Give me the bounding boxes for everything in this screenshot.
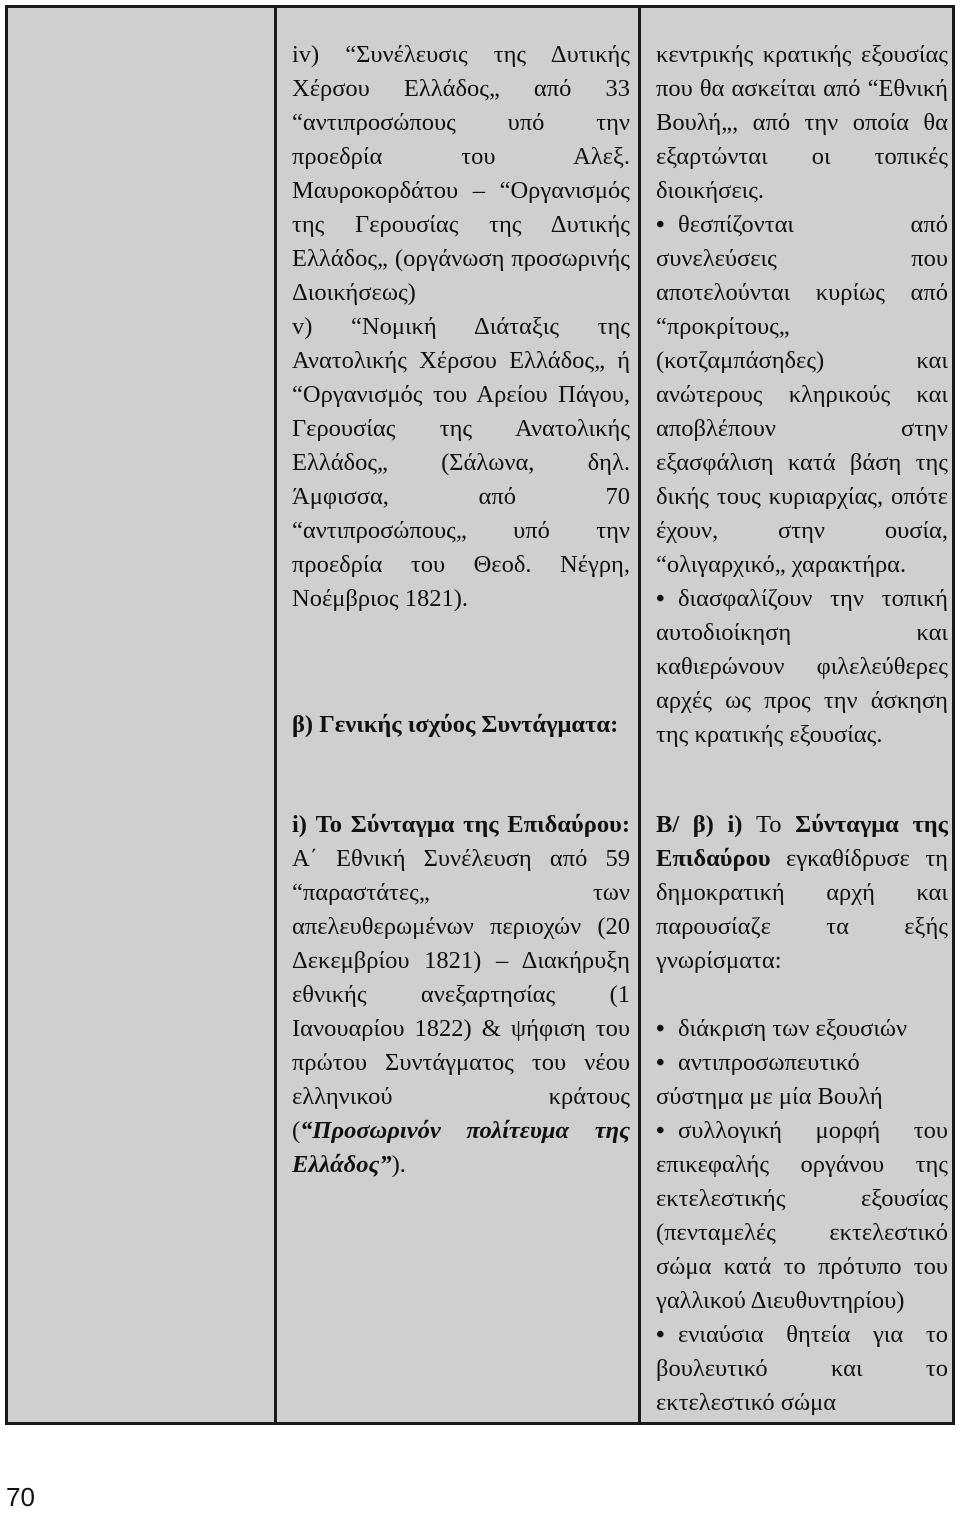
- bullet-icon: •: [656, 1015, 665, 1042]
- column-divider-right: [638, 8, 641, 1422]
- list-item-text: αντιπροσωπευτικό σύστημα με μία Βουλή: [656, 1049, 883, 1110]
- answer-label: Β/ β) i): [656, 811, 743, 838]
- intro-plain: Το: [742, 811, 796, 838]
- epidaurus-text: Α΄ Εθνική Συνέλευση από 59 “παραστάτες„ των απελευθερωμένων περιοχών (20 Δεκεμβρίου 1821) – Διακήρυξη εθνικής ανεξαρτησίας (1 Ιανουαρίου 1822) & ψήφιση του πρώτου Συντάγματος του νέου ελληνικού κράτους (: [292, 845, 630, 1144]
- content-table: [5, 5, 955, 1425]
- middle-column-top: [292, 38, 630, 616]
- page-number: 70: [6, 1482, 35, 1512]
- right-bottom-bullets: [656, 1012, 948, 1420]
- bullet-icon: •: [656, 1117, 665, 1144]
- right-column-top: [656, 38, 948, 752]
- paragraph-iv: iv) “Συνέλευσις της Δυτικής Χέρσου Ελλάδος„ από 33 “αντιπροσώπους υπό την προεδρία του Αλεξ. Μαυροκορδάτου – “Οργανισμός της Γερουσίας της Δυτικής Ελλάδος„ (οργάνωση προσωρινής Διοικήσεως): [292, 41, 630, 306]
- right-top-bullets: [656, 208, 948, 752]
- list-item: [656, 1046, 948, 1114]
- list-item-text: ενιαύσια θητεία για το βουλευτικό και το εκτελεστικό σώμα: [656, 1321, 948, 1416]
- list-item: [656, 208, 948, 582]
- list-item-text: θεσπίζονται από συνελεύσεις που αποτελούνται κυρίως από “προκρίτους„ (κοτζαμπάσηδες) και ανώτερους κληρικούς και αποβλέπουν στην εξασφάλιση κατά βάση της δικής τους κυριαρχίας, οπότε έχουν, στην ουσία, “ολιγαρχικό„ χαρακτήρα.: [656, 211, 948, 578]
- section-heading: β) Γενικής ισχύος Συντάγματα:: [292, 711, 619, 738]
- paragraph-epidaurus: [292, 808, 630, 1182]
- bullet-icon: •: [656, 1049, 665, 1076]
- list-item-text: συλλογική μορφή του επικεφαλής οργάνου της εκτελεστικής εξουσίας (πενταμελές εκτελεστικό σώμα κατά το πρότυπο του γαλλικού Διευθυντηρίου): [656, 1117, 948, 1314]
- paragraph-v: v) “Νομική Διάταξις της Ανατολικής Χέρσου Ελλάδος„ ή “Οργανισμός του Αρείου Πάγου, Γερουσίας της Ανατολικής Ελλάδος„ (Σάλωνα, δηλ. Άμφισσα, από 70 “αντιπροσώπους„ υπό την προεδρία του Θεοδ. Νέγρη, Νοέμβριος 1821).: [292, 313, 630, 612]
- bullet-icon: •: [656, 211, 665, 238]
- right-bottom-intro: [656, 808, 948, 978]
- epidaurus-lead: i) Το Σύνταγμα της Επιδαύρου:: [292, 811, 630, 838]
- right-column-bottom: [656, 808, 948, 1420]
- middle-column-bottom: [292, 808, 630, 1182]
- spacer: [656, 978, 948, 1012]
- epidaurus-italic-title: “Προσωρινόν πολίτευμα της Ελλάδος”: [292, 1117, 630, 1178]
- list-item: [656, 1012, 948, 1046]
- right-intro: κεντρικής κρατικής εξουσίας που θα ασκείται από “Εθνική Βουλή„, από την οποία θα εξαρτώνται οι τοπικές διοικήσεις.: [656, 41, 948, 204]
- list-item-text: διάκριση των εξουσιών: [678, 1015, 908, 1042]
- epidaurus-tail: ).: [391, 1151, 406, 1178]
- list-item: [656, 1318, 948, 1420]
- middle-column-heading: [292, 708, 630, 742]
- list-item: [656, 582, 948, 752]
- bullet-icon: •: [656, 585, 665, 612]
- list-item-text: διασφαλίζουν την τοπική αυτοδιοίκηση και καθιερώνουν φιλελεύθερες αρχές ως προς την άσκηση της κρατικής εξουσίας.: [656, 585, 948, 748]
- bullet-icon: •: [656, 1321, 665, 1348]
- intro-rest: εγκαθίδρυσε τη δημοκρατική αρχή και παρουσίαζε τα εξής γνωρίσματα:: [656, 845, 948, 974]
- list-item: [656, 1114, 948, 1318]
- column-divider-left: [274, 8, 277, 1422]
- constitution-name: Σύνταγμα της Επιδαύρου: [656, 811, 948, 872]
